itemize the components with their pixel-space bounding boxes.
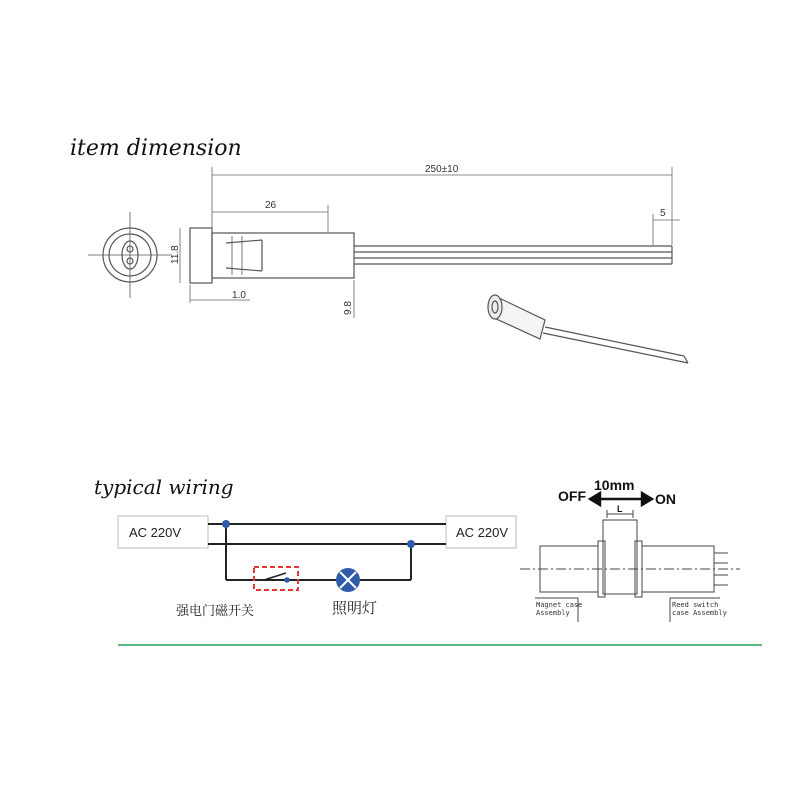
reed-case-label-2: case Assembly bbox=[672, 609, 727, 617]
junction-node-left bbox=[222, 520, 230, 528]
flange-label: 1.0 bbox=[232, 290, 246, 301]
source-box-left bbox=[118, 516, 208, 548]
lamp-symbol bbox=[336, 568, 360, 592]
wiring-lines bbox=[208, 524, 446, 580]
switch-label: 强电门磁开关 bbox=[176, 604, 255, 619]
isometric-product-view bbox=[488, 295, 688, 363]
magnet-case-label-2: Assembly bbox=[536, 609, 570, 617]
body-length-label: 26 bbox=[265, 200, 277, 211]
lead-strip-label: 5 bbox=[660, 208, 666, 219]
gap-symbol-label: L bbox=[617, 504, 623, 514]
junction-node-right bbox=[407, 540, 415, 548]
door-switch-symbol bbox=[254, 567, 298, 590]
source-right-label: AC 220V bbox=[456, 525, 509, 540]
lamp-label: 照明灯 bbox=[332, 599, 378, 617]
source-box-right bbox=[446, 516, 516, 548]
overall-length-label: 250±10 bbox=[425, 164, 459, 175]
dimension-lines bbox=[180, 167, 680, 318]
off-label: OFF bbox=[558, 488, 586, 504]
item-dimension-heading: item dimension bbox=[70, 136, 242, 161]
typical-wiring-heading: typical wiring bbox=[94, 475, 234, 499]
source-left-label: AC 220V bbox=[129, 525, 182, 540]
reed-case-label-1: Reed switch bbox=[672, 601, 719, 609]
body-diameter-label: 9.8 bbox=[343, 301, 354, 315]
on-label: ON bbox=[655, 491, 676, 507]
gap-label: 10mm bbox=[594, 477, 635, 493]
side-view-drawing bbox=[190, 228, 672, 283]
end-view-drawing bbox=[88, 212, 172, 298]
magnet-case-label-1: Magnet case bbox=[536, 601, 583, 609]
diameter-label: 11.8 bbox=[170, 245, 181, 264]
